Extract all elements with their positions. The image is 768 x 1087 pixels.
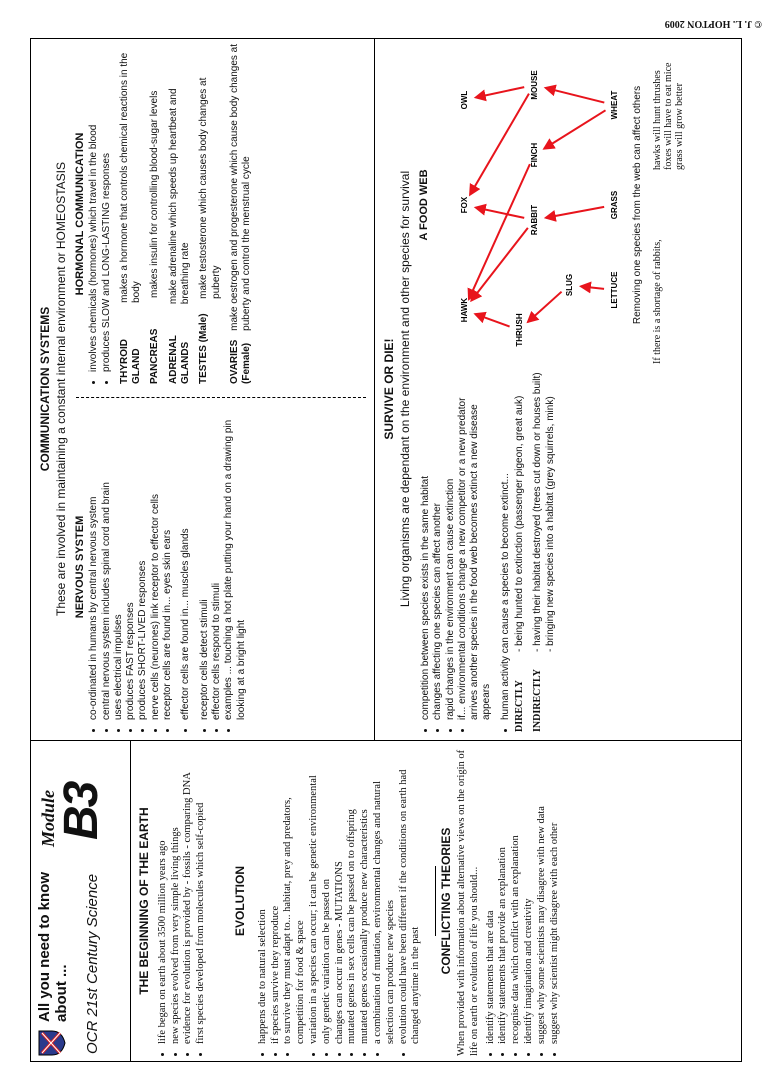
evolution-list	[257, 746, 423, 1056]
list-item: • effector cells respond to stimuli	[211, 402, 223, 720]
list-item: • suggest why some scientists may disagree with new data	[536, 746, 549, 1044]
food-web-diagram	[434, 40, 624, 370]
example-then	[652, 63, 685, 170]
directly-text: - being hunted to extinction (passenger pigeon, great auk)	[514, 395, 526, 652]
list-item: • mutated genes occasionally produce new characteristics	[359, 746, 372, 1044]
indirectly-text	[532, 372, 557, 652]
gland-row	[229, 44, 254, 384]
indirectly-label: INDIRECTLY	[532, 669, 544, 732]
organism-label: FINCH	[530, 142, 539, 168]
list-item: • involves chemicals (hormones) which travel in the blood	[88, 44, 100, 372]
hormonal-list	[88, 44, 113, 384]
food-web-arrow	[470, 94, 529, 195]
list-item: • effector cells are found in... muscles glands	[180, 402, 192, 720]
survival-factors	[420, 372, 557, 732]
list-item: • produces SHORT-LIVED responses	[137, 402, 149, 720]
theories-intro: When provided with information about alternative views on the origin of life on earth or evolution of life you should...	[455, 749, 480, 1056]
list-item: • first species developed from molecules which self-copied	[195, 746, 208, 1044]
gland-row	[149, 44, 161, 384]
gland-name: PANCREAS	[149, 328, 161, 384]
header-title: All you need to know about ...	[36, 871, 70, 1022]
organism-label: SLUG	[565, 273, 574, 297]
beginning-heading: THE BEGINNING OF THE EARTH	[137, 807, 151, 995]
example-if: If there is a shortage of rabbits,	[652, 239, 663, 364]
directly-label: DIRECTLY	[514, 680, 526, 732]
food-web-title: A FOOD WEB	[418, 169, 430, 241]
example-line: foxes will have to eat mice	[663, 62, 674, 170]
survive-subtitle: Living organisms are dependant on the environment and other species for survival	[398, 170, 412, 608]
gland-text: makes insulin for controlling blood-sugar levels	[149, 90, 161, 298]
gland-name: ADRENAL GLANDS	[167, 335, 192, 384]
comm-title: COMMUNICATION SYSTEMS	[38, 306, 52, 472]
list-item: • central nervous system includes spinal cord and brain	[101, 402, 113, 720]
nervous-heading: NERVOUS SYSTEM	[74, 515, 86, 619]
organism-label: MOUSE	[530, 70, 539, 100]
nervous-system	[74, 402, 248, 732]
list-item: • examples ... touching a hot plate putting your hand on a drawing pin looking at a bright light	[223, 402, 248, 720]
nervous-list	[88, 402, 248, 732]
comm-subtitle: These are involved in maintaining a constant internal environment or HOMEOSTASIS	[54, 162, 68, 616]
food-web-note: Removing one species from the web can affect others	[632, 85, 643, 325]
list-item: • evolution could have been different if the conditions on earth had changed anytime in the past	[398, 746, 424, 1044]
rotated-content	[30, 38, 742, 1062]
hormonal-communication	[74, 44, 254, 384]
gland-row	[168, 44, 193, 384]
list-item: • recognise data which conflict with an explanation	[510, 746, 523, 1044]
list-item: • changes affecting one species can affect another	[432, 372, 444, 720]
gland-name: THYROID GLAND	[118, 339, 143, 384]
food-web-arrow	[475, 314, 509, 326]
list-item: • identify statements that are data	[485, 746, 498, 1044]
theories-heading: CONFLICTING THEORIES	[439, 827, 454, 975]
theories-list	[485, 746, 562, 1056]
food-web-arrow	[469, 164, 530, 299]
list-item: • mutated genes in sex cells can be passed on to offspring	[346, 746, 359, 1044]
module-code: B3	[55, 782, 108, 840]
indirect-item: - having their habitat destroyed (trees cut down or houses built)	[532, 372, 544, 652]
survive-title: SURVIVE OR DIE!	[382, 338, 396, 440]
hormonal-heading: HORMONAL COMMUNICATION	[74, 132, 86, 296]
copyright-notice: © J. L. HOPTON 2009	[664, 18, 762, 29]
list-item: • a combination of mutation, environmental changes and natural selection can produce new species	[372, 746, 398, 1044]
module-label: Module	[38, 789, 58, 847]
indirect-item: - bringing new species into a habitat (grey squirrels, mink)	[544, 396, 556, 652]
gland-row	[119, 44, 144, 384]
evolution-heading: EVOLUTION	[232, 866, 247, 937]
organism-label: HAWK	[460, 297, 469, 323]
list-item: • receptor cells are found in... eyes skin ears	[162, 402, 174, 720]
course-name: OCR 21st Century Science	[84, 873, 101, 1054]
organism-label: LETTUCE	[610, 271, 619, 309]
list-item: • uses electrical impulses	[113, 402, 125, 720]
beginning-list	[157, 746, 208, 1056]
list-item: • to survive they must adapt to... habitat, prey and predators, competition for food & space	[282, 746, 308, 1044]
gland-text: makes a hormone that controls chemical reactions in the body	[118, 52, 143, 303]
list-item: • produces FAST responses	[125, 402, 137, 720]
survive-list	[420, 372, 512, 732]
food-web-arrow	[544, 110, 605, 148]
food-web-arrow	[476, 87, 524, 97]
list-item: • human activity can cause a species to become extinct...	[500, 372, 512, 720]
school-crest-icon	[38, 1030, 66, 1056]
organism-label: THRUSH	[515, 313, 524, 347]
list-item: • if... environmental conditions change a new competitor or a new predator arrives another species in the food web becomes extinct a new disease appears	[457, 372, 494, 720]
left-column	[30, 740, 742, 1062]
list-item: • produces SLOW and LONG-LASTING responses	[101, 44, 113, 372]
list-item: • identify statements that provide an explanation	[497, 746, 510, 1044]
food-web-arrow	[471, 228, 527, 301]
module-header	[30, 740, 131, 1062]
list-item: • nerve cells (neurones) link receptor to effector cells	[150, 402, 162, 720]
food-web-arrow	[581, 286, 604, 289]
list-item: • life began on earth about 3500 million years ago	[157, 746, 170, 1044]
gland-text: make testosterone which causes body changes at puberty	[198, 77, 222, 299]
left-body	[130, 740, 561, 1062]
list-item: • if species survive they reproduce	[270, 746, 283, 1044]
list-item: • co-ordinated in humans by central nervous system	[88, 402, 100, 720]
organism-label: GRASS	[610, 190, 619, 220]
list-item: • evidence for evolution is provided by - fossils - comparing DNA	[182, 746, 195, 1044]
right-column	[30, 38, 742, 740]
indirectly-row	[532, 372, 557, 732]
list-item: • identify imagination and creativity	[523, 746, 536, 1044]
column-divider	[76, 397, 366, 398]
food-web	[418, 40, 738, 370]
list-item: • new species evolved from very simple living things	[170, 746, 183, 1044]
list-item: • changes can occur in genes - MUTATIONS	[334, 746, 347, 1044]
list-item: • suggest why scientist might disagree with each other	[549, 746, 562, 1044]
section-divider	[374, 38, 375, 740]
food-web-arrow	[476, 208, 524, 218]
gland-name: OVARIES (Female)	[228, 339, 253, 384]
list-item: • only genetic variation can be passed on	[321, 746, 334, 1044]
organism-label: RABBIT	[530, 204, 539, 236]
gland-row	[198, 44, 223, 384]
list-item: • happens due to natural selection	[257, 746, 270, 1044]
food-web-arrow	[546, 207, 604, 218]
list-item: • competition between species exists in the same habitat	[420, 372, 432, 720]
organism-label: OWL	[460, 90, 469, 110]
food-web-arrow	[546, 88, 605, 103]
gland-text: make oestrogen and progesterone which cause body changes at puberty and control the menstrual cycle	[228, 44, 253, 331]
gland-name: TESTES (Male)	[198, 313, 210, 384]
organism-label: WHEAT	[610, 90, 619, 120]
organism-label: FOX	[460, 196, 469, 214]
directly-row	[514, 372, 526, 732]
food-web-arrow	[528, 292, 562, 322]
list-item: • rapid changes in the environment can cause extinction	[445, 372, 457, 720]
list-item: • receptor cells detect stimuli	[199, 402, 211, 720]
list-item: • variation in a species can occur; it can be genetic environmental	[308, 746, 321, 1044]
example-line: hawks will hunt thrushes	[652, 70, 663, 170]
gland-text: make adrenaline which speeds up heartbeat and breathing rate	[167, 88, 192, 305]
divider	[435, 866, 436, 936]
example-line: grass will grow better	[674, 83, 685, 170]
